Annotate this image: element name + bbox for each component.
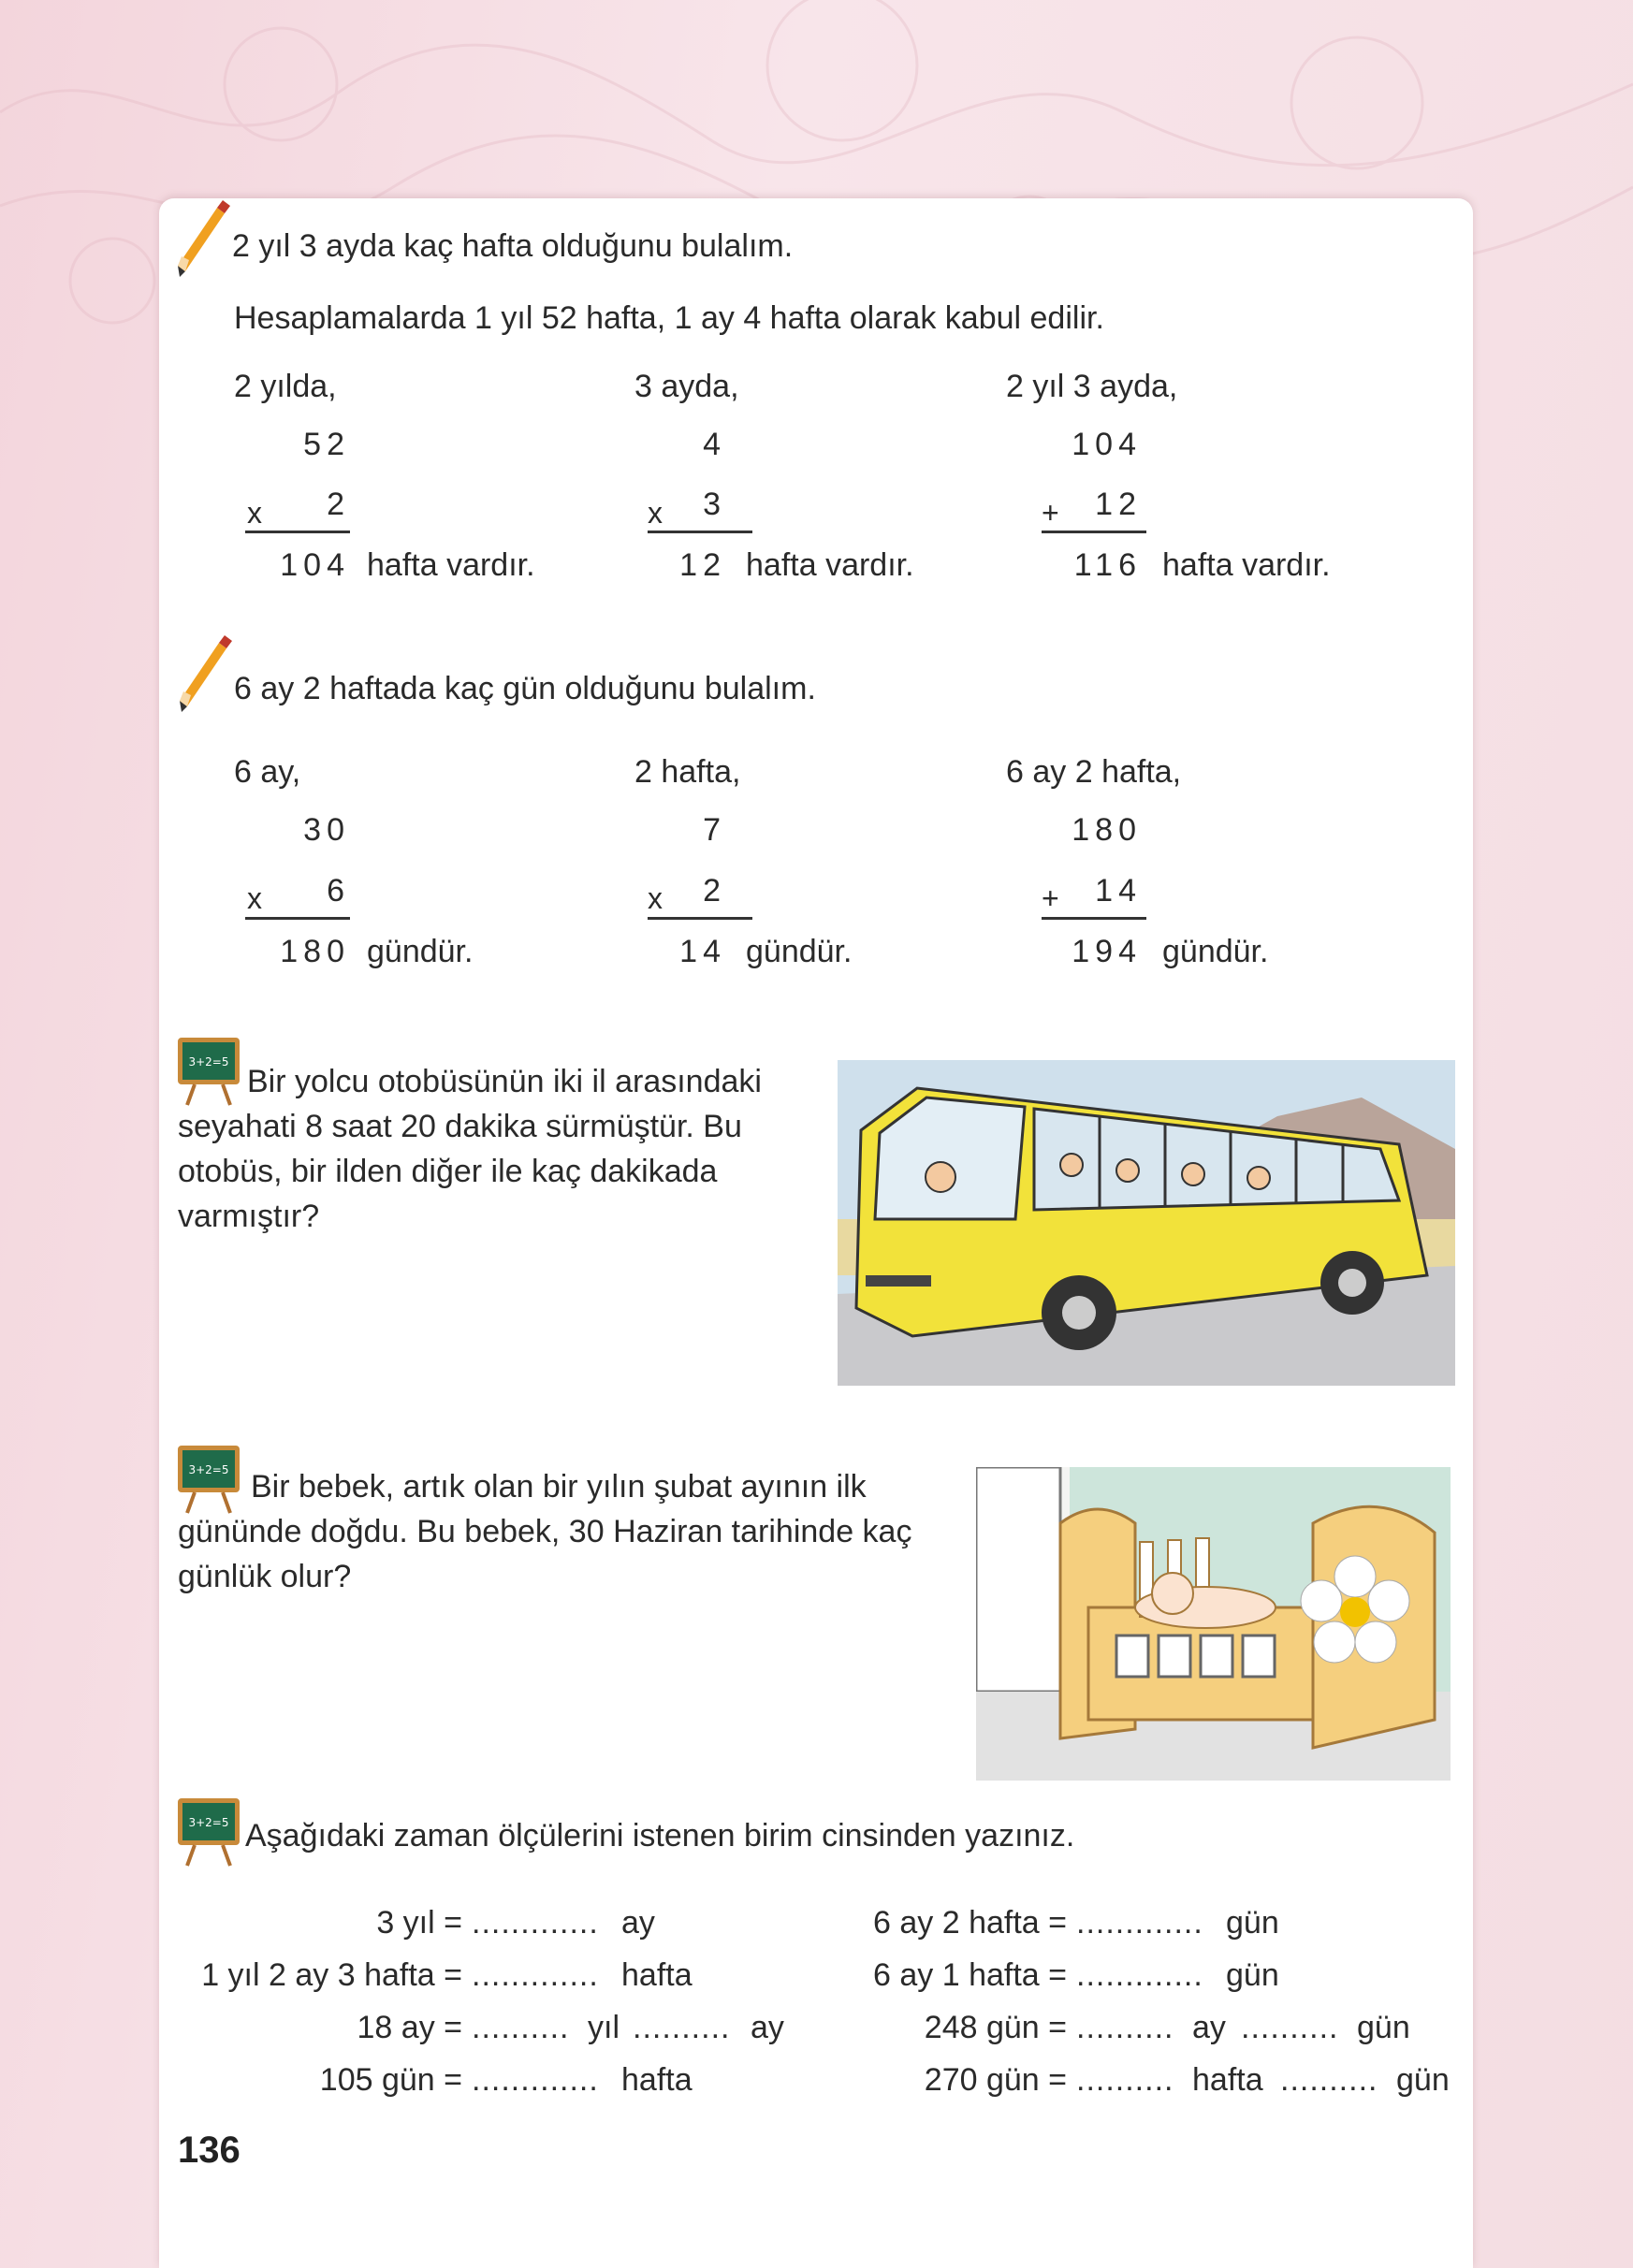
s2-col2-rule bbox=[648, 917, 752, 920]
ex-left-unit: yıl bbox=[588, 2010, 620, 2045]
s2-col2-suffix: gündür. bbox=[746, 934, 853, 969]
s1-col2-n2: 3 bbox=[703, 487, 726, 522]
s1-col3-head: 2 yıl 3 ayda, bbox=[1006, 369, 1178, 404]
s1-col3-rule bbox=[1042, 531, 1146, 533]
chalkboard-icon bbox=[176, 1796, 241, 1868]
ex-left-blank[interactable]: .......... bbox=[472, 2010, 570, 2045]
s2-col3-n2: 14 bbox=[1095, 873, 1142, 909]
s2-col2-n1: 7 bbox=[703, 812, 726, 848]
s2-col3-n1: 180 bbox=[1072, 812, 1142, 848]
pencil-icon bbox=[176, 198, 234, 277]
s1-col2-res: 12 bbox=[679, 547, 726, 583]
page-number: 136 bbox=[178, 2130, 241, 2171]
s1-col2-head: 3 ayda, bbox=[634, 369, 739, 404]
s2-col2-head: 2 hafta, bbox=[634, 754, 741, 790]
ex-right-lhs: 6 ay 2 hafta = bbox=[873, 1905, 1067, 1941]
ex-right-blank[interactable]: .......... bbox=[1076, 2062, 1174, 2098]
problem1-line: Bir yolcu otobüsünün iki il arasındaki bbox=[247, 1064, 762, 1099]
ex-right-unit: ay bbox=[1192, 2010, 1226, 2045]
ex-right-blank[interactable]: ............. bbox=[1076, 1957, 1203, 1993]
ex-right-unit: gün bbox=[1226, 1905, 1279, 1941]
s1-col1-head: 2 yılda, bbox=[234, 369, 337, 404]
s1-col2-op: x bbox=[648, 496, 663, 530]
ex-left-blank[interactable]: ............. bbox=[472, 2062, 599, 2098]
s2-col1-rule bbox=[245, 917, 350, 920]
s2-col2-op: x bbox=[648, 881, 663, 915]
ex-right-unit: hafta bbox=[1192, 2062, 1263, 2098]
s2-col2-n2: 2 bbox=[703, 873, 726, 909]
s1-col1-res: 104 bbox=[280, 547, 350, 583]
s1-col1-n1: 52 bbox=[303, 427, 350, 462]
ex-right-lhs: 248 gün = bbox=[924, 2010, 1067, 2045]
s1-col3-res: 116 bbox=[1073, 547, 1142, 583]
bus-illustration bbox=[838, 1060, 1455, 1386]
s1-col1-op: x bbox=[247, 496, 262, 530]
ex-left-unit: ay bbox=[751, 2010, 784, 2045]
s1-col3-n2: 12 bbox=[1095, 487, 1142, 522]
s2-col3-suffix: gündür. bbox=[1162, 934, 1269, 969]
s1-col3-suffix: hafta vardır. bbox=[1162, 547, 1331, 583]
s2-col2-res: 14 bbox=[679, 934, 726, 969]
board-label: 3+2=5 bbox=[188, 1463, 229, 1476]
s2-col3-op: + bbox=[1042, 881, 1059, 915]
section2-title: 6 ay 2 haftada kaç gün olduğunu bulalım. bbox=[234, 671, 816, 706]
s2-col3-head: 6 ay 2 hafta, bbox=[1006, 754, 1182, 790]
problem2-line: gününde doğdu. Bu bebek, 30 Haziran tarihinde kaç bbox=[178, 1514, 912, 1549]
s2-col1-n2: 6 bbox=[327, 873, 350, 909]
ex-left-unit: hafta bbox=[621, 1957, 693, 1993]
problem2-line: günlük olur? bbox=[178, 1559, 352, 1594]
exercise-title: Aşağıdaki zaman ölçülerini istenen birim cinsinden yazınız. bbox=[245, 1818, 1075, 1854]
ex-left-unit: hafta bbox=[621, 2062, 693, 2098]
ex-left-unit: ay bbox=[621, 1905, 655, 1941]
problem1-text bbox=[178, 1059, 814, 1239]
s1-col1-suffix: hafta vardır. bbox=[367, 547, 535, 583]
s2-col3-rule bbox=[1042, 917, 1146, 920]
s1-col3-op: + bbox=[1042, 496, 1059, 530]
ex-left-blank[interactable]: .......... bbox=[633, 2010, 731, 2045]
s2-col1-suffix: gündür. bbox=[367, 934, 474, 969]
s2-col3-res: 194 bbox=[1072, 934, 1142, 969]
section1-note: Hesaplamalarda 1 yıl 52 hafta, 1 ay 4 hafta olarak kabul edilir. bbox=[234, 300, 1104, 336]
ex-right-blank[interactable]: ............. bbox=[1076, 1905, 1203, 1941]
ex-right-blank[interactable]: .......... bbox=[1076, 2010, 1174, 2045]
ex-right-unit: gün bbox=[1396, 2062, 1450, 2098]
board-label: 3+2=5 bbox=[188, 1816, 229, 1829]
problem2-text bbox=[178, 1464, 953, 1599]
problem1-line: varmıştır? bbox=[178, 1199, 320, 1234]
ex-right-blank[interactable]: .......... bbox=[1241, 2010, 1339, 2045]
problem2-line: Bir bebek, artık olan bir yılın şubat ayının ilk bbox=[251, 1469, 867, 1505]
ex-left-lhs: 1 yıl 2 ay 3 hafta = bbox=[201, 1957, 462, 1993]
ex-left-lhs: 18 ay = bbox=[357, 2010, 462, 2045]
pencil-icon bbox=[178, 633, 236, 712]
s1-col2-rule bbox=[648, 531, 752, 533]
ex-left-lhs: 3 yıl = bbox=[376, 1905, 462, 1941]
ex-right-lhs: 6 ay 1 hafta = bbox=[873, 1957, 1067, 1993]
s2-col1-n1: 30 bbox=[303, 812, 350, 848]
s1-col1-rule bbox=[245, 531, 350, 533]
ex-right-blank[interactable]: .......... bbox=[1280, 2062, 1378, 2098]
s2-col1-res: 180 bbox=[280, 934, 350, 969]
baby-crib-illustration bbox=[976, 1467, 1451, 1781]
ex-left-lhs: 105 gün = bbox=[319, 2062, 462, 2098]
board-label: 3+2=5 bbox=[188, 1055, 229, 1069]
ex-right-unit: gün bbox=[1357, 2010, 1410, 2045]
section1-title: 2 yıl 3 ayda kaç hafta olduğunu bulalım. bbox=[232, 228, 794, 264]
problem1-line: otobüs, bir ilden diğer ile kaç dakikada bbox=[178, 1154, 718, 1189]
s2-col1-op: x bbox=[247, 881, 262, 915]
s1-col1-n2: 2 bbox=[327, 487, 350, 522]
s2-col1-head: 6 ay, bbox=[234, 754, 301, 790]
s1-col3-n1: 104 bbox=[1072, 427, 1142, 462]
s1-col2-n1: 4 bbox=[703, 427, 726, 462]
ex-right-unit: gün bbox=[1226, 1957, 1279, 1993]
ex-right-lhs: 270 gün = bbox=[924, 2062, 1067, 2098]
problem1-line: seyahati 8 saat 20 dakika sürmüştür. Bu bbox=[178, 1109, 742, 1144]
ex-left-blank[interactable]: ............. bbox=[472, 1957, 599, 1993]
s1-col2-suffix: hafta vardır. bbox=[746, 547, 914, 583]
ex-left-blank[interactable]: ............. bbox=[472, 1905, 599, 1941]
